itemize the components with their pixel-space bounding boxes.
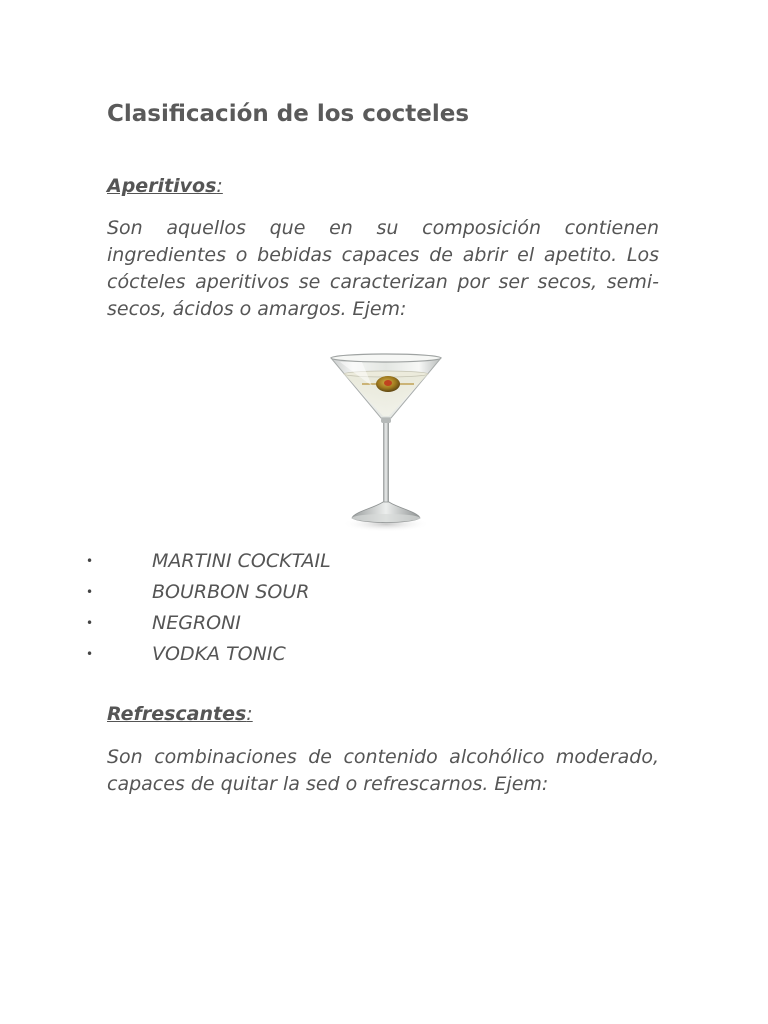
section-heading-aperitivos [107, 175, 223, 197]
list-item-text: NEGRONI [152, 612, 241, 634]
list-item-text: BOURBON SOUR [152, 581, 310, 603]
aperitivos-list [0, 546, 768, 670]
section-heading-refrescantes [107, 703, 253, 725]
section-heading-refrescantes-label: Refrescantes [107, 703, 247, 725]
list-item [0, 608, 768, 639]
list-item-text: MARTINI COCKTAIL [152, 550, 331, 572]
list-item [0, 546, 768, 577]
list-item [0, 577, 768, 608]
list-bullet: • [86, 585, 94, 599]
section-heading-refrescantes-colon: : [246, 703, 253, 725]
section-heading-aperitivos-label: Aperitivos [107, 175, 217, 197]
list-bullet: • [86, 616, 94, 630]
refrescantes-description: Son combinaciones de contenido alcohólico moderado, capaces de quitar la sed o refrescarnos. Ejem: [107, 746, 659, 795]
list-item-text: VODKA TONIC [152, 643, 286, 665]
page-title: Clasificación de los cocteles [107, 101, 470, 127]
list-item [0, 639, 768, 670]
aperitivos-description: Son aquellos que en su composición contienen ingredientes o bebidas capaces de abrir el apetito. Los cócteles aperitivos se caracterizan por ser secos, semi-secos, ácidos o amargos. Ejem: [107, 217, 659, 320]
list-bullet: • [86, 554, 94, 568]
martini-glass-image [322, 346, 450, 536]
section-heading-aperitivos-colon: : [216, 175, 223, 197]
list-bullet: • [86, 647, 94, 661]
